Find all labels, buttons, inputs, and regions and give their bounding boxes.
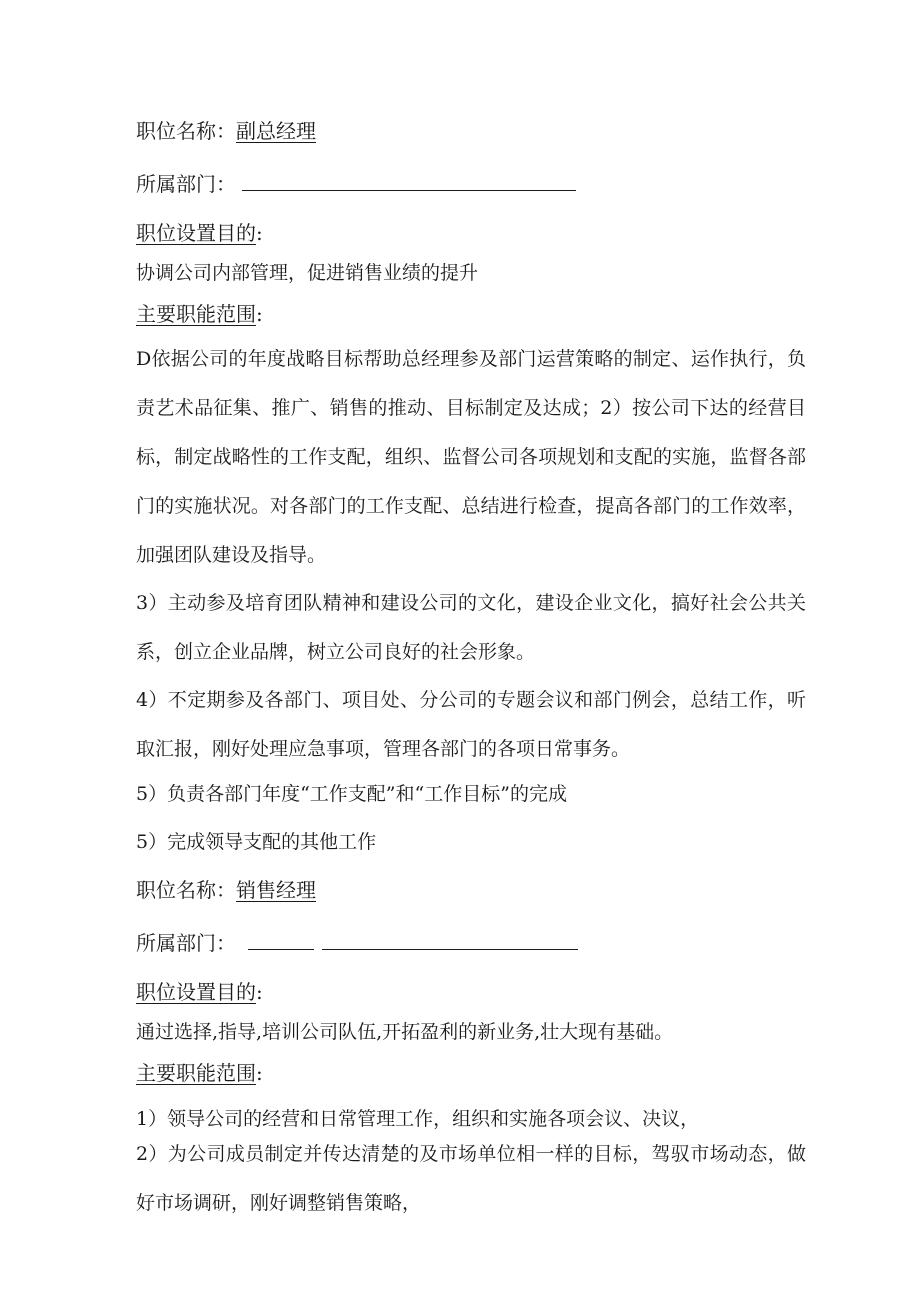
- scope-item-2-b: 2）为公司成员制定并传达清楚的及市场单位相一样的目标，驾驭市场动态，做好市场调研，刚好调整销售策略，: [136, 1143, 806, 1214]
- department-label: 所属部门：: [136, 172, 236, 196]
- purpose-text: 协调公司内部管理，促进销售业绩的提升: [136, 262, 479, 284]
- position-title-label: 职位名称：: [136, 119, 236, 143]
- scope-item-4: 4）不定期参及各部门、项目处、分公司的专题会议和部门例会，总结工作，听取汇报，刚好处理应急事项，管理各部门的各项日常事务。: [136, 689, 806, 760]
- scope-item-6: 5）完成领导支配的其他工作: [136, 831, 377, 853]
- position-title-value: 副总经理: [236, 119, 316, 143]
- purpose-colon-2: :: [256, 980, 263, 1004]
- department-blank: [242, 170, 576, 191]
- department-row-2: [136, 929, 578, 955]
- scope-item-3: 3）主动参及培育团队精神和建设公司的文化，建设企业文化，搞好社会公共关系，创立企业品牌，树立公司良好的社会形象。: [136, 592, 806, 663]
- position-title-row: [136, 119, 316, 143]
- purpose-label-2: 职位设置目的: [136, 980, 256, 1004]
- department-blank-2b: [322, 929, 578, 950]
- position-title-value-2: 销售经理: [236, 878, 316, 902]
- scope-item-5: 5）负责各部门年度“工作支配”和“工作目标”的完成: [136, 783, 567, 805]
- scope-colon: :: [256, 302, 263, 326]
- scope-heading-2: [136, 1061, 263, 1085]
- position-title-label-2: 职位名称：: [136, 878, 236, 902]
- scope-label: 主要职能范围: [136, 302, 256, 326]
- purpose-colon: :: [256, 221, 263, 245]
- purpose-text-2: 通过选择,指导,培训公司队伍,开拓盈利的新业务,壮大现有基础。: [136, 1021, 674, 1043]
- department-blank-2a: [248, 929, 314, 950]
- scope-item-1-2: D依据公司的年度战略目标帮助总经理参及部门运营策略的制定、运作执行，负责艺术品征集、推广、销售的推动、目标制定及达成；2）按公司下达的经营目标，制定战略性的工作支配，组织、监督公司各项规划和支配的实施，监督各部门的实施状况。对各部门的工作支配、总结进行检查，提高各部门的工作效率，加强团队建设及指导。: [136, 348, 806, 566]
- scope-item-1-b: 1）领导公司的经营和日常管理工作，组织和实施各项会议、决议，: [136, 1108, 700, 1130]
- department-row: [136, 170, 576, 196]
- department-label-2: 所属部门：: [136, 931, 236, 955]
- purpose-heading-2: [136, 980, 263, 1004]
- scope-heading: [136, 302, 263, 326]
- scope-colon-2: :: [256, 1061, 263, 1085]
- purpose-heading: [136, 221, 263, 245]
- position-title-row-2: [136, 878, 316, 902]
- scope-label-2: 主要职能范围: [136, 1061, 256, 1085]
- purpose-label: 职位设置目的: [136, 221, 256, 245]
